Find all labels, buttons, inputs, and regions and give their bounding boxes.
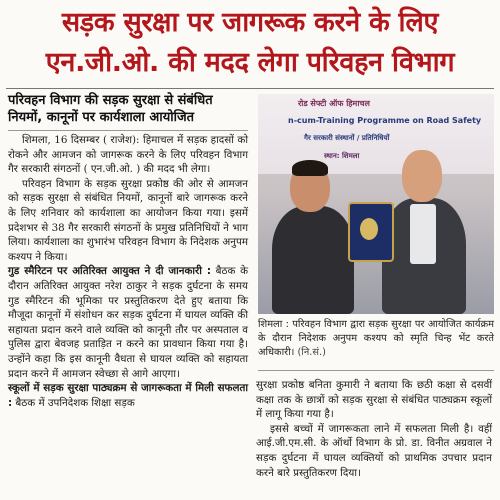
- photo-banner-line-4: स्थान: शिमला: [324, 152, 360, 160]
- photo-person-left-hair: [292, 160, 328, 176]
- headline-line-1: सड़क सुरक्षा पर जागरूक करने के लिए: [61, 7, 439, 38]
- photo-caption-text: शिमला : परिवहन विभाग द्वारा सड़क सुरक्षा पर आयोजित कार्यक्रम के दौरान निदेशक अनुपम कश्यप को स्मृति चिन्ह भेंट करते अधिकारी।: [258, 319, 494, 358]
- photo-person-left-body: [272, 206, 354, 314]
- memento-emblem: [360, 218, 378, 240]
- subheadline-line-2: नियमों, कानूनों पर कार्यशाला आयोजित: [8, 110, 195, 125]
- caption-divider: [258, 370, 494, 371]
- article-paragraph-6: इससे बच्चों में जागरूकता लाने में सफलता मिली है। वहीं आई.जी.एम.सी. के ऑर्थो विभाग के प्रो. डा. विनीत अग्रवाल ने सड़क दुर्घटना में घायल व्यक्तियों को प्राथमिक उपचार प्रदान करने बारे प्रस्तुतिकरण दिया।: [256, 422, 492, 479]
- photo-caption: [258, 318, 494, 360]
- article-column-left: [8, 133, 248, 410]
- memento-plaque: [348, 202, 394, 262]
- photo-person-right-head: [402, 150, 442, 202]
- photo-banner-line-1: रोड सेफ्टी ऑफ हिमाचल: [298, 99, 370, 108]
- photo-person-right-shirt: [410, 204, 436, 264]
- photo-banner-line-3: गैर सरकारी संस्थानों / प्रतिनिधियों: [304, 134, 390, 142]
- subheadline-line-1: परिवहन विभाग की सड़क सुरक्षा से संबंधित: [8, 93, 213, 108]
- photo-caption-credit: (नि.सं.): [294, 347, 326, 358]
- article-paragraph-2: परिवहन विभाग के सड़क सुरक्षा प्रकोष्ठ की ओर से आमजन को सड़क सुरक्षा से संबंधित नियमों, कानूनों बारे जागरूक करने के लिए शनिवार को कार्यशाला का आयोजन किया गया। इसमें प्रदेशभर से 38 गैर सरकारी संगठनों के प्रमुख प्रतिनिधियों ने भाग लिया। कार्यशाला का शुभारंभ परिवहन विभाग के निदेशक अनुपम कश्यप ने किया।: [8, 177, 248, 263]
- subheadline-divider: [8, 130, 248, 131]
- article-column-right: [256, 378, 492, 480]
- article-paragraph-3-body: बैठक के दौरान अतिरिक्त आयुक्त नरेश ठाकुर ने सड़क दुर्घटना के समय गुड स्मैरिटन की भूमिका पर प्रस्तुतिकरण देते हुए बताया कि मौजूदा कानूनों में संशोधन कर सड़क दुर्घटना में घायल व्यक्ति की सहायता प्रदान करने वाले व्यक्ति को कानूनी तौर पर अस्पताल व पुलिस द्वारा बेवजह प्रताड़ित न करने का प्रावधान किया गया है। उन्होंने कहा कि इस कानूनी वैधता से घायल व्यक्ति को सहायता प्रदान करने में आमजन स्वेच्छा से आगे आएगा।: [8, 265, 248, 380]
- section-heading-good-samaritan: गुड स्मैरिटन पर अतिरिक्त आयुक्त ने दी जानकारी :: [8, 265, 211, 278]
- subheadline: [8, 92, 248, 126]
- headline-divider: [6, 88, 494, 89]
- news-photo: [258, 94, 494, 314]
- section-heading-school-curriculum: स्कूलों में सड़क सुरक्षा पाठ्यक्रम से जागरूकता में मिली सफलता :: [8, 382, 248, 409]
- article-paragraph-4-body: बैठक में उपनिदेशक शिक्षा सड़क: [12, 396, 135, 409]
- photo-banner: [258, 94, 494, 174]
- article-paragraph-3: [8, 264, 248, 381]
- article-paragraph-5: सुरक्षा प्रकोष्ठ बनिता कुमारी ने बताया कि छठी कक्षा से दसवीं कक्षा तक के छात्रों को सड़क सुरक्षा से संबंधित पाठ्यक्रम स्कूलों में लागू किया गया है।: [256, 379, 492, 421]
- headline-line-2: एन.जी.ओ. की मदद लेगा परिवहन विभाग: [45, 47, 455, 78]
- article-paragraph-4: [8, 381, 248, 410]
- article-paragraph-1: शिमला, 16 दिसम्बर ( राजेश): हिमाचल में सड़क हादसों को रोकने और आमजन को जागरूक करने के लिए परिवहन विभाग गैर सरकारी संगठनों ( एन.जी.ओ. ) की मदद भी लेगा।: [8, 134, 248, 176]
- photo-banner-line-2: n-cum-Training Programme on Road Safety: [288, 116, 482, 125]
